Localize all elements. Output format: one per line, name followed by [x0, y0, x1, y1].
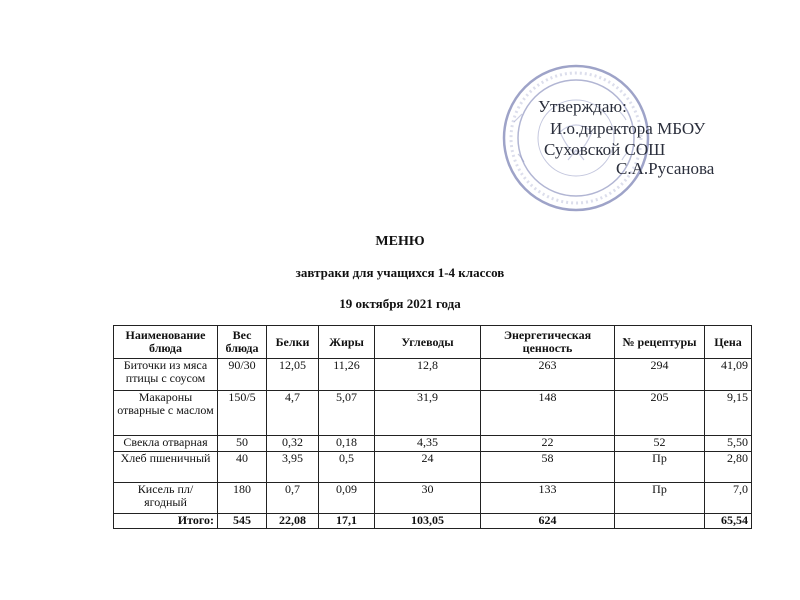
menu-table: [113, 325, 752, 529]
dish-fats: 5,07: [319, 391, 375, 436]
total-proteins: 22,08: [267, 514, 319, 529]
dish-carbs: 24: [375, 452, 481, 483]
dish-carbs: 31,9: [375, 391, 481, 436]
total-fats: 17,1: [319, 514, 375, 529]
table-header-row: [114, 326, 752, 359]
total-price: 65,54: [705, 514, 752, 529]
dish-energy: 22: [481, 436, 615, 452]
dish-recipe: 294: [615, 359, 705, 391]
dish-proteins: 0,32: [267, 436, 319, 452]
header-dish-name: Наименование блюда: [114, 326, 218, 359]
total-recipe: [615, 514, 705, 529]
approval-line-2: И.о.директора МБОУ: [550, 119, 706, 138]
approval-line-1: Утверждаю:: [538, 97, 627, 116]
dish-energy: 133: [481, 483, 615, 514]
dish-name: Хлеб пшеничный: [114, 452, 218, 483]
dish-proteins: 4,7: [267, 391, 319, 436]
dish-recipe: 52: [615, 436, 705, 452]
total-row: [114, 514, 752, 529]
table-row: [114, 452, 752, 483]
table-row: [114, 436, 752, 452]
dish-energy: 263: [481, 359, 615, 391]
dish-price: 5,50: [705, 436, 752, 452]
dish-energy: 58: [481, 452, 615, 483]
dish-weight: 180: [218, 483, 267, 514]
dish-fats: 0,18: [319, 436, 375, 452]
dish-weight: 40: [218, 452, 267, 483]
dish-recipe: 205: [615, 391, 705, 436]
dish-name: Макароны отварные с маслом: [114, 391, 218, 436]
dish-weight: 90/30: [218, 359, 267, 391]
total-label: Итого:: [114, 514, 218, 529]
table-row: [114, 359, 752, 391]
document-date: 19 октября 2021 года: [339, 296, 461, 311]
header-proteins: Белки: [267, 326, 319, 359]
header-energy: Энергетическая ценность: [481, 326, 615, 359]
approval-signature-name: С.А.Русанова: [616, 159, 715, 178]
dish-weight: 150/5: [218, 391, 267, 436]
dish-proteins: 0,7: [267, 483, 319, 514]
header-carbs: Углеводы: [375, 326, 481, 359]
header-price: Цена: [705, 326, 752, 359]
table-row: [114, 391, 752, 436]
dish-carbs: 4,35: [375, 436, 481, 452]
dish-carbs: 12,8: [375, 359, 481, 391]
dish-fats: 0,09: [319, 483, 375, 514]
dish-weight: 50: [218, 436, 267, 452]
total-weight: 545: [218, 514, 267, 529]
dish-energy: 148: [481, 391, 615, 436]
dish-recipe: Пр: [615, 452, 705, 483]
dish-carbs: 30: [375, 483, 481, 514]
dish-name: Кисель пл/ягодный: [114, 483, 218, 514]
total-carbs: 103,05: [375, 514, 481, 529]
dish-proteins: 3,95: [267, 452, 319, 483]
dish-fats: 11,26: [319, 359, 375, 391]
header-weight: Вес блюда: [218, 326, 267, 359]
dish-price: 9,15: [705, 391, 752, 436]
total-energy: 624: [481, 514, 615, 529]
header-fats: Жиры: [319, 326, 375, 359]
dish-name: Свекла отварная: [114, 436, 218, 452]
document-subtitle: завтраки для учащихся 1-4 классов: [295, 265, 505, 280]
dish-name: Биточки из мяса птицы с соусом: [114, 359, 218, 391]
dish-fats: 0,5: [319, 452, 375, 483]
dish-price: 41,09: [705, 359, 752, 391]
approval-line-3: Суховской СОШ: [544, 140, 666, 159]
header-recipe-number: № рецептуры: [615, 326, 705, 359]
dish-price: 2,80: [705, 452, 752, 483]
dish-price: 7,0: [705, 483, 752, 514]
dish-proteins: 12,05: [267, 359, 319, 391]
table-row: [114, 483, 752, 514]
document-title: МЕНЮ: [375, 234, 425, 249]
dish-recipe: Пр: [615, 483, 705, 514]
